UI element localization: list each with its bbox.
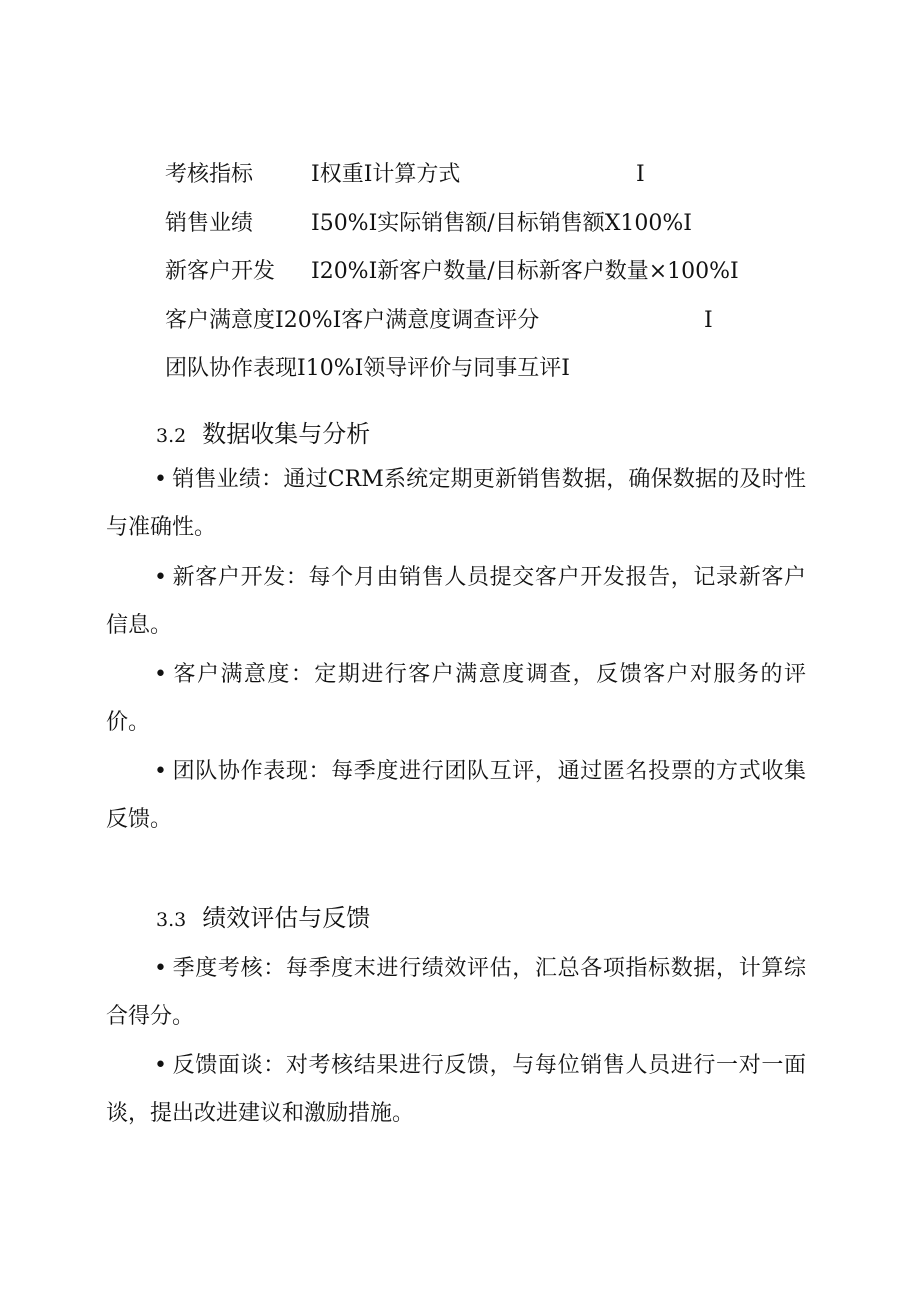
section-heading-3-2 bbox=[156, 418, 370, 452]
table-cell-indicator: 销售业绩 bbox=[165, 211, 254, 236]
list-item bbox=[106, 1042, 806, 1138]
list-item bbox=[106, 456, 806, 552]
bullet-icon: • bbox=[154, 565, 167, 590]
table-cell-weight-method: I权重I计算方式 bbox=[311, 162, 461, 187]
table-row bbox=[165, 257, 739, 287]
list-item-text: 团队协作表现：每季度进行团队互评，通过匿名投票的方式收集反馈。 bbox=[106, 759, 806, 832]
table-row-end-mark: I bbox=[636, 162, 645, 187]
table-cell-weight-method: I20%I新客户数量/目标新客户数量×100%I bbox=[311, 259, 739, 284]
section-number: 3.3 bbox=[156, 909, 187, 931]
list-item-text: 客户满意度：定期进行客户满意度调查，反馈客户对服务的评价。 bbox=[106, 662, 806, 735]
table-row bbox=[165, 354, 570, 384]
table-row-header bbox=[165, 160, 460, 190]
bullet-icon: • bbox=[154, 662, 167, 687]
table-cell-weight-method: I10%I领导评价与同事互评I bbox=[297, 356, 570, 381]
list-item bbox=[106, 554, 806, 650]
section-number: 3.2 bbox=[156, 425, 187, 447]
table-cell-indicator: 团队协作表现 bbox=[165, 356, 298, 381]
list-item bbox=[106, 945, 806, 1041]
bullet-icon: • bbox=[154, 759, 167, 784]
list-item-text: 销售业绩：通过CRM系统定期更新销售数据，确保数据的及时性与准确性。 bbox=[106, 467, 806, 540]
table-row bbox=[165, 306, 539, 336]
list-item bbox=[106, 651, 806, 747]
table-cell-indicator: 考核指标 bbox=[165, 162, 254, 187]
table-row-end-mark: I bbox=[704, 308, 713, 333]
table-cell-indicator: 客户满意度 bbox=[165, 308, 276, 333]
table-row bbox=[165, 209, 692, 239]
bullet-icon: • bbox=[154, 467, 167, 492]
bullet-icon: • bbox=[154, 1053, 167, 1078]
section-title: 绩效评估与反馈 bbox=[202, 904, 371, 932]
table-cell-indicator: 新客户开发 bbox=[165, 259, 276, 284]
list-item-text: 反馈面谈：对考核结果进行反馈，与每位销售人员进行一对一面谈，提出改进建议和激励措施。 bbox=[106, 1053, 806, 1126]
section-title: 数据收集与分析 bbox=[202, 420, 371, 448]
list-item bbox=[106, 748, 806, 844]
table-cell-weight-method: I20%I客户满意度调查评分 bbox=[275, 308, 540, 333]
list-item-text: 季度考核：每季度末进行绩效评估，汇总各项指标数据，计算综合得分。 bbox=[106, 956, 806, 1029]
bullet-icon: • bbox=[154, 956, 167, 981]
section-heading-3-3 bbox=[156, 902, 370, 936]
table-cell-weight-method: I50%I实际销售额/目标销售额X100%I bbox=[311, 211, 692, 236]
list-item-text: 新客户开发：每个月由销售人员提交客户开发报告，记录新客户信息。 bbox=[106, 565, 806, 638]
